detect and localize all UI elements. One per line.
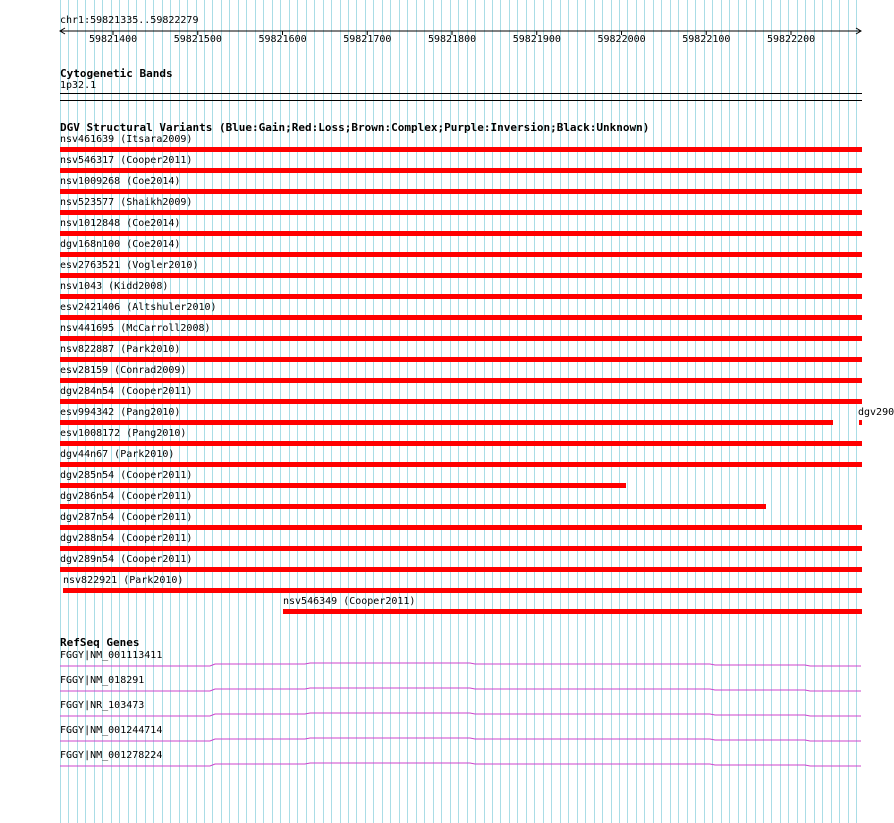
cytoband-label: 1p32.1 bbox=[60, 80, 97, 91]
refseq-track-title: RefSeq Genes bbox=[60, 636, 140, 649]
gene-label[interactable]: FGGY|NM_001278224 bbox=[60, 750, 163, 761]
variant-label[interactable]: dgv289n54 (Cooper2011) bbox=[60, 554, 193, 565]
variant-label[interactable]: esv2763521 (Vogler2010) bbox=[60, 260, 199, 271]
variant-label[interactable]: dgv286n54 (Cooper2011) bbox=[60, 491, 193, 502]
variant-label[interactable]: dgv168n100 (Coe2014) bbox=[60, 239, 181, 250]
gene-line[interactable] bbox=[60, 663, 861, 666]
variant-label[interactable]: nsv523577 (Shaikh2009) bbox=[60, 197, 193, 208]
variant-label[interactable]: dgv284n54 (Cooper2011) bbox=[60, 386, 193, 397]
variant-label[interactable]: nsv441695 (McCarroll2008) bbox=[60, 323, 211, 334]
gene-label[interactable]: FGGY|NR_103473 bbox=[60, 700, 145, 711]
dgv-track-title: DGV Structural Variants (Blue:Gain;Red:Loss;Brown:Complex;Purple:Inversion;Black:Unknown) bbox=[60, 121, 650, 134]
ruler-tick-label: 59821700 bbox=[343, 34, 392, 45]
gene-line[interactable] bbox=[60, 763, 861, 766]
gene-label[interactable]: FGGY|NM_001244714 bbox=[60, 725, 163, 736]
gene-line[interactable] bbox=[60, 713, 861, 716]
variant-label[interactable]: nsv822921 (Park2010) bbox=[63, 575, 184, 586]
ruler-tick-label: 59822000 bbox=[597, 34, 646, 45]
variant-label[interactable]: dgv288n54 (Cooper2011) bbox=[60, 533, 193, 544]
variant-label[interactable]: dgv287n54 (Cooper2011) bbox=[60, 512, 193, 523]
ruler-tick-label: 59821600 bbox=[258, 34, 307, 45]
gene-line[interactable] bbox=[60, 688, 861, 691]
variant-label[interactable]: nsv461639 (Itsara2009) bbox=[60, 134, 193, 145]
cytoband-track-title: Cytogenetic Bands bbox=[60, 67, 173, 80]
ruler-tick-label: 59821500 bbox=[173, 34, 222, 45]
variant-label[interactable]: dgv285n54 (Cooper2011) bbox=[60, 470, 193, 481]
gene-line[interactable] bbox=[60, 738, 861, 741]
variant-label[interactable]: nsv1012848 (Coe2014) bbox=[60, 218, 181, 229]
variant-label[interactable]: nsv1043 (Kidd2008) bbox=[60, 281, 169, 292]
ruler-tick-label: 59821400 bbox=[89, 34, 138, 45]
ruler-tick-label: 59821900 bbox=[512, 34, 561, 45]
ruler-tick-label: 59821800 bbox=[428, 34, 477, 45]
ruler-tick-label: 59822200 bbox=[767, 34, 816, 45]
gene-label[interactable]: FGGY|NM_018291 bbox=[60, 675, 145, 686]
variant-label[interactable]: esv1008172 (Pang2010) bbox=[60, 428, 187, 439]
variant-label[interactable]: esv2421406 (Altshuler2010) bbox=[60, 302, 217, 313]
variant-label[interactable]: dgv44n67 (Park2010) bbox=[60, 449, 175, 460]
gene-label[interactable]: FGGY|NM_001113411 bbox=[60, 650, 163, 661]
ruler-tick-label: 59822100 bbox=[682, 34, 731, 45]
variant-label[interactable]: nsv822887 (Park2010) bbox=[60, 344, 181, 355]
variant-label[interactable]: nsv1009268 (Coe2014) bbox=[60, 176, 181, 187]
variant-label[interactable]: nsv546349 (Cooper2011) bbox=[283, 596, 416, 607]
variant-label[interactable]: esv994342 (Pang2010) bbox=[60, 407, 181, 418]
variant-label-offscreen[interactable]: dgv290 bbox=[858, 407, 894, 418]
position-label: chr1:59821335..59822279 bbox=[60, 15, 199, 26]
variant-label[interactable]: esv28159 (Conrad2009) bbox=[60, 365, 187, 376]
variant-label[interactable]: nsv546317 (Cooper2011) bbox=[60, 155, 193, 166]
